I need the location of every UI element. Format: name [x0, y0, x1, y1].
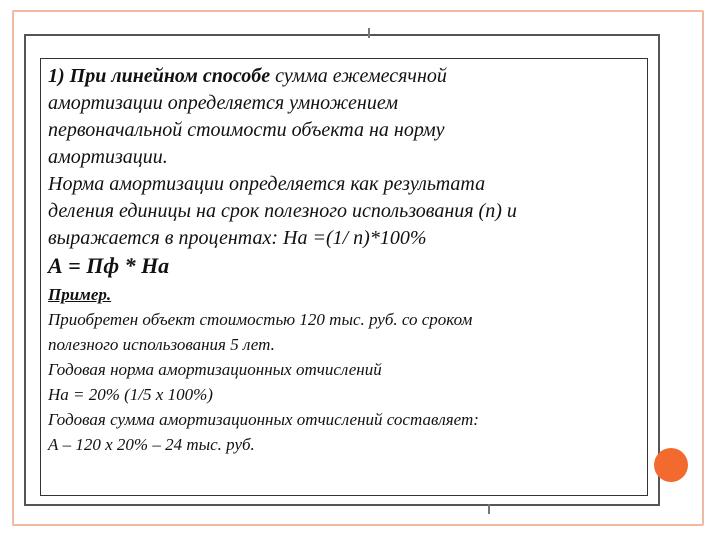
example-line-5: Годовая сумма амортизационных отчислений составляет: [48, 410, 479, 429]
paragraph-1-line-3: первоначальной стоимости объекта на норму [48, 119, 445, 141]
example-line-1: Приобретен объект стоимостью 120 тыс. руб. со сроком [48, 310, 473, 329]
paragraph-1-line-4: амортизации. [48, 146, 168, 168]
paragraph-2-line-1: Норма амортизации определяется как результата [48, 173, 486, 195]
example-title: Пример. [48, 285, 112, 304]
scanned-text-block [48, 66, 648, 461]
paragraph-1-line-1-rest: сумма ежемесячной [270, 65, 447, 87]
accent-circle [654, 448, 688, 482]
linear-method-heading: 1) При линейном способе [48, 65, 271, 87]
scan-mark [488, 504, 490, 514]
example-line-3: Годовая норма амортизационных отчислений [48, 360, 382, 379]
paragraph-1-line-1 [48, 66, 648, 86]
example-line-4: На = 20% (1/5 х 100%) [48, 385, 213, 404]
formula: А = Пф * На [48, 253, 170, 278]
example-line-6: А – 120 х 20% – 24 тыс. руб. [48, 435, 255, 454]
example-line-2: полезного использования 5 лет. [48, 335, 275, 354]
paragraph-2-line-3: выражается в процентах: На =(1/ n)*100% [48, 227, 427, 249]
paragraph-2-line-2: деления единицы на срок полезного использования (n) и [48, 200, 517, 222]
paragraph-1-line-2: амортизации определяется умножением [48, 92, 398, 114]
scan-mark [368, 28, 370, 38]
